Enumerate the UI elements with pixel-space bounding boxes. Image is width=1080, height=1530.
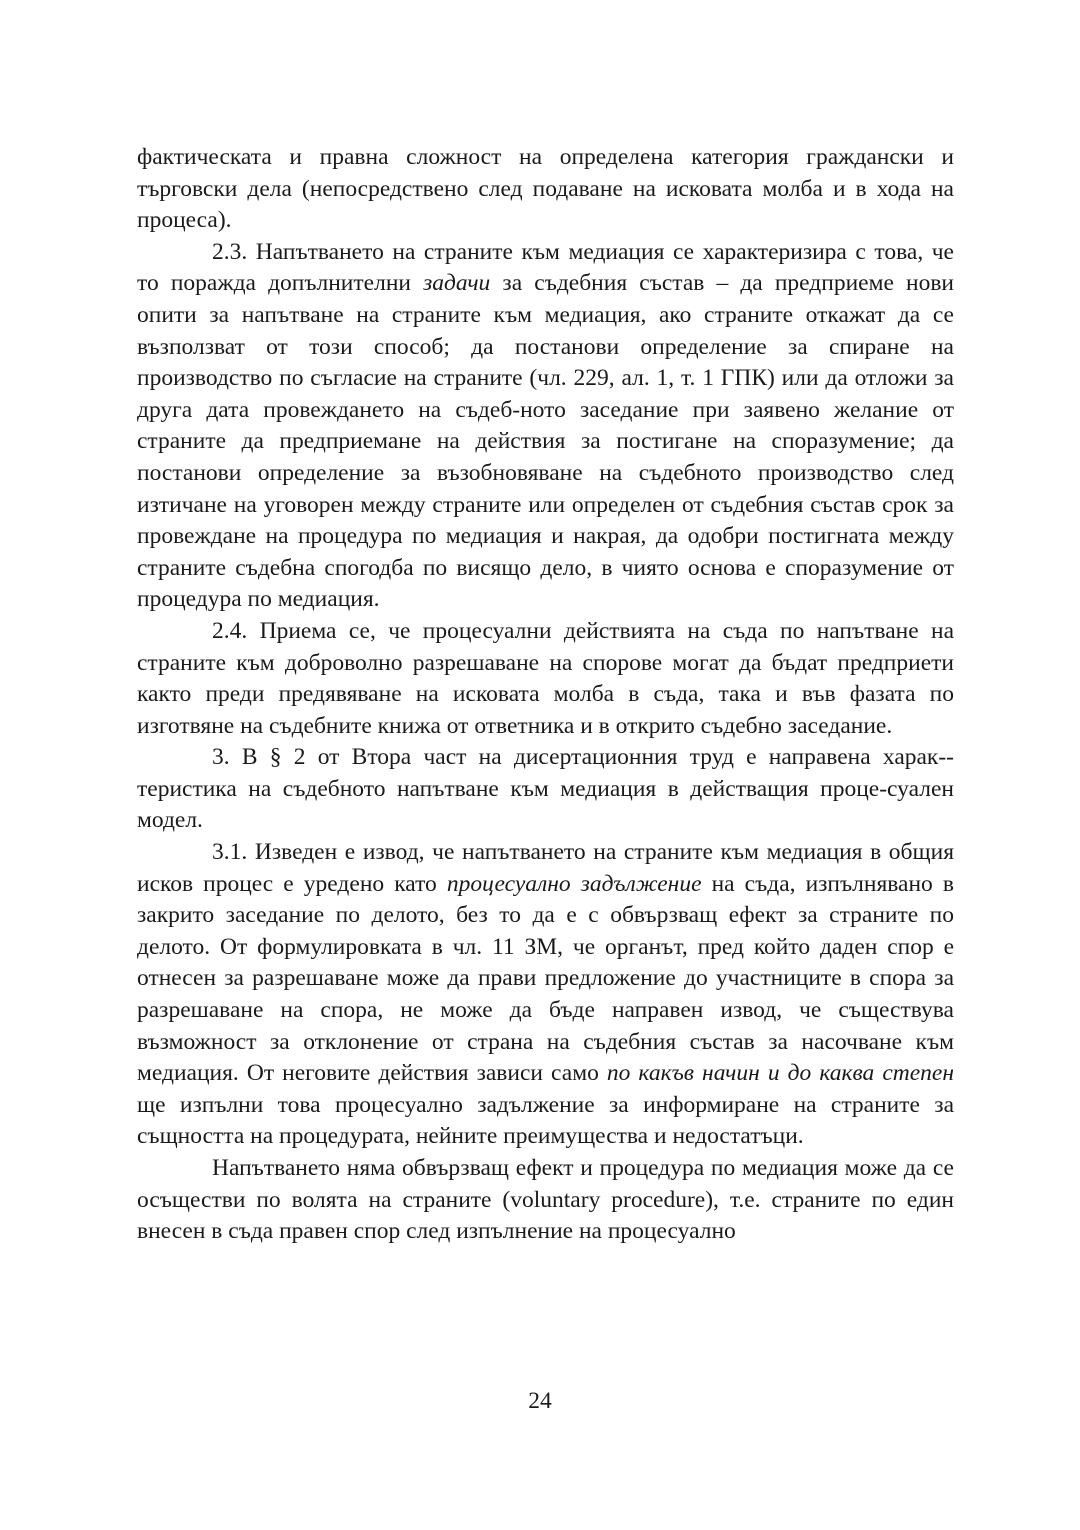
paragraph-3-1-emphasis-1: процесуално задължение xyxy=(446,870,702,897)
paragraph-3 xyxy=(137,742,954,837)
paragraph-3-1-text-a: 3.1. Изведен е извод, че напътването на страните към медиация в общия исков процес е уредено като xyxy=(137,839,954,897)
paragraph-final-text: Напътването няма обвързващ ефект и процедура по медиация може да се осъществи по волята на страните (voluntary procedure), т.е. страните по един внесен в съда правен спор след изпълнение на процесуално xyxy=(137,1155,954,1245)
paragraph-2-4 xyxy=(137,616,954,742)
paragraph-1-text: фактическата и правна сложност на определена категория граждански и търговски дела (непосредствено след подаване на исковата молба и в хода на процеса). xyxy=(137,144,954,234)
paragraph-3-1-emphasis-2: по какъв начин и до каква степен xyxy=(606,1060,954,1087)
paragraph-2-3-text-b: за съдебния състав – да предприеме нови опити за напътване на страните към медиация, ако страните откажат да се възползват от този способ; да постанови определение за спиране на производство по съгласие на страните (чл. 229, ал. 1, т. 1 ГПК) или да отложи за друга дата провеждането на съдеб-ното заседание при заявено желание от страните да предприемане на действия за постигане на споразумение; да постанови определение за възобновяване на съдебното производство след изтичане на уговорен между страните или определен от съдебния състав срок за провеждане на процедура по медиация и накрая, да одобри постигната между страните съдебна спогодба по висящо дело, в чиято основа е споразумение от процедура по медиация. xyxy=(137,270,955,613)
paragraph-final xyxy=(137,1153,954,1248)
paragraph-2-3 xyxy=(137,237,954,616)
paragraph-2-3-emphasis: задачи xyxy=(423,270,491,297)
paragraph-1 xyxy=(137,142,954,237)
paragraph-3-text: 3. В § 2 от Втора част на дисертационния труд е направена харак-теристика на съдебното напътване към медиация в действащия проце-суален модел. xyxy=(137,744,954,834)
paragraph-3-1-text-c: ще изпълни това процесуално задължение за информиране на страните за същността на процедурата, нейните преимущества и недостатъци. xyxy=(137,1091,954,1150)
document-body xyxy=(137,142,954,1248)
page-number: 24 xyxy=(528,1388,552,1414)
paragraph-2-4-text: 2.4. Приема се, че процесуални действията на съда по напътване на страните към доброволно разрешаване на спорове могат да бъдат предприети както преди предявяване на исковата молба в съда, така и във фазата по изготвяне на съдебните книжа от ответника и в открито съдебно заседание. xyxy=(137,617,954,739)
paragraph-3-1 xyxy=(137,837,954,1153)
paragraph-2-3-text-a: 2.3. Напътването на страните към медиация се характеризира с това, че то поражда допълнителни xyxy=(137,238,954,297)
paragraph-3-1-text-b: на съда, изпълнявано в закрито заседание по делото, без то да е с обвързващ ефект за страните по делото. От формулировката в чл. 11 ЗМ, че органът, пред който даден спор е отнесен за разрешаване може да прави предложение до участниците в спора за разрешаване на спора, не може да бъде направен извод, че съществува възможност за отклонение от страна на съдебния състав за насочване към медиация. От неговите действия зависи само xyxy=(137,870,954,1087)
